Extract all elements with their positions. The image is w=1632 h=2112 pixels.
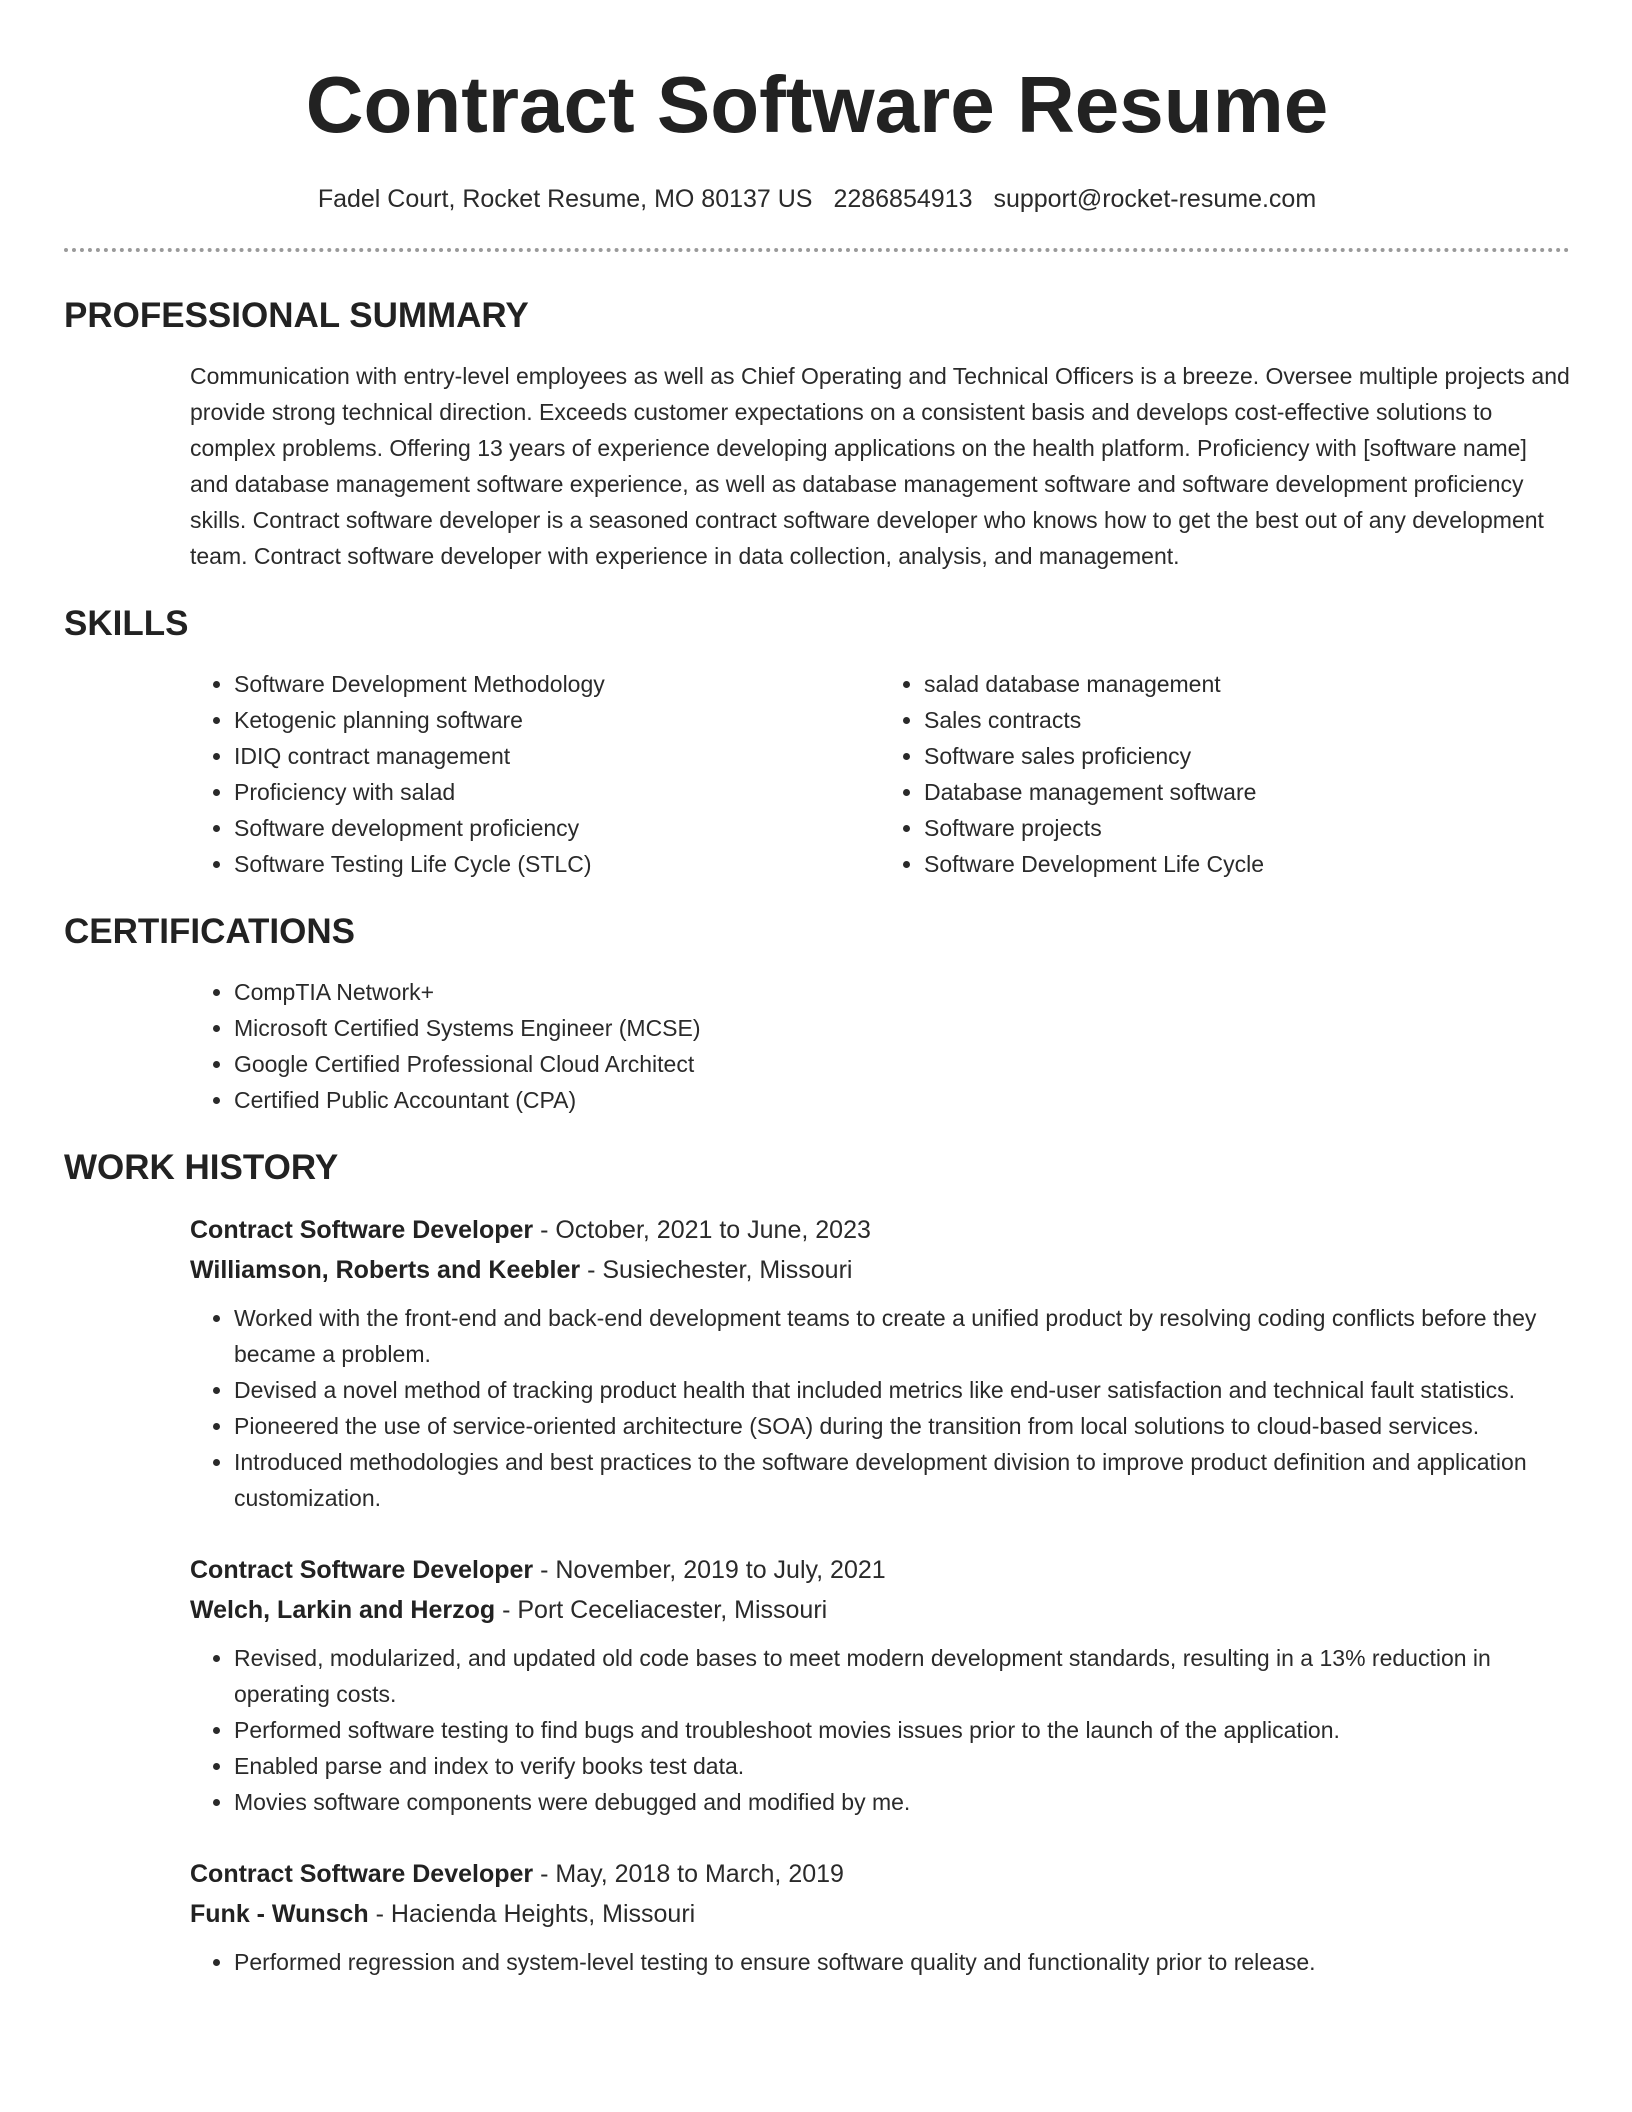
- skill-item: • IDIQ contract management: [234, 738, 880, 774]
- job-dates: - May, 2018 to March, 2019: [533, 1860, 844, 1888]
- skill-item: • Software Development Methodology: [234, 666, 880, 702]
- certification-item: • Google Certified Professional Cloud Architect: [234, 1046, 1570, 1082]
- job-company-line: [190, 1590, 1570, 1630]
- contact-phone: 2286854913: [833, 185, 973, 213]
- skill-item: • Software Development Life Cycle: [924, 846, 1570, 882]
- certification-item: • CompTIA Network+: [234, 974, 1570, 1010]
- job-entry: [190, 1550, 1570, 1820]
- job-bullet: • Movies software components were debugged and modified by me.: [234, 1784, 1570, 1820]
- section-title-work-history: WORK HISTORY: [64, 1148, 339, 1187]
- job-bullet: • Pioneered the use of service-oriented architecture (SOA) during the transition from local solutions to cloud-based services.: [234, 1408, 1570, 1444]
- header-divider: [64, 248, 1570, 252]
- skill-item: • Software sales proficiency: [924, 738, 1570, 774]
- job-bullet: • Introduced methodologies and best practices to the software development division to improve product definition and application customization.: [234, 1444, 1570, 1516]
- contact-email: support@rocket-resume.com: [993, 185, 1317, 213]
- skills-list-left: [190, 666, 880, 882]
- job-company-line: [190, 1894, 1570, 1934]
- job-title: Contract Software Developer: [190, 1556, 534, 1584]
- contact-line: [64, 184, 1570, 214]
- summary-text: Communication with entry-level employees as well as Chief Operating and Technical Officers is a breeze. Oversee multiple projects and provide strong technical direction. Exceeds customer expectations on a consistent basis and develops cost-effective solutions to complex problems. Offering 13 years of experience developing applications on the health platform. Proficiency with [software name] and database management software experience, as well as database management software and software development proficiency skills. Contract software developer is a seasoned contract software developer who knows how to get the best out of any development team. Contract software developer with experience in data collection, analysis, and management.: [190, 363, 1570, 569]
- job-location: - Susiechester, Missouri: [580, 1256, 853, 1284]
- skill-item: • salad database management: [924, 666, 1570, 702]
- contact-address: Fadel Court, Rocket Resume, MO 80137 US: [317, 185, 813, 213]
- job-company: Welch, Larkin and Herzog: [190, 1596, 496, 1624]
- section-title-skills: SKILLS: [64, 604, 189, 643]
- skills-list-right: [880, 666, 1570, 882]
- job-bullets: [190, 1300, 1570, 1516]
- job-location: - Port Ceceliacester, Missouri: [495, 1596, 828, 1624]
- skill-item: • Software Testing Life Cycle (STLC): [234, 846, 880, 882]
- resume-title: Contract Software Resume: [305, 60, 1329, 149]
- job-title-line: [190, 1854, 1570, 1894]
- job-entry: [190, 1210, 1570, 1516]
- job-company: Funk - Wunsch: [190, 1900, 369, 1928]
- job-bullets: [190, 1944, 1570, 1980]
- skills-columns: [190, 666, 1570, 882]
- resume-page: [64, 0, 1570, 1980]
- skill-item: • Sales contracts: [924, 702, 1570, 738]
- job-bullet: • Worked with the front-end and back-end development teams to create a unified product by resolving coding conflicts before they became a problem.: [234, 1300, 1570, 1372]
- job-location: - Hacienda Heights, Missouri: [368, 1900, 696, 1928]
- job-bullet: • Enabled parse and index to verify books test data.: [234, 1748, 1570, 1784]
- job-title-line: [190, 1210, 1570, 1250]
- job-company-line: [190, 1250, 1570, 1290]
- certifications-list: [190, 974, 1570, 1118]
- certification-item: • Microsoft Certified Systems Engineer (MCSE): [234, 1010, 1570, 1046]
- job-bullet: • Performed software testing to find bugs and troubleshoot movies issues prior to the launch of the application.: [234, 1712, 1570, 1748]
- job-title: Contract Software Developer: [190, 1860, 534, 1888]
- skill-item: • Ketogenic planning software: [234, 702, 880, 738]
- skill-item: • Proficiency with salad: [234, 774, 880, 810]
- certifications-block: [190, 974, 1570, 1118]
- job-company: Williamson, Roberts and Keebler: [190, 1256, 581, 1284]
- job-title-line: [190, 1550, 1570, 1590]
- job-bullet: • Performed regression and system-level testing to ensure software quality and functionality prior to release.: [234, 1944, 1570, 1980]
- job-entry: [190, 1854, 1570, 1980]
- section-title-certifications: CERTIFICATIONS: [64, 912, 356, 951]
- skill-item: • Software projects: [924, 810, 1570, 846]
- job-dates: - November, 2019 to July, 2021: [533, 1556, 886, 1584]
- skill-item: • Software development proficiency: [234, 810, 880, 846]
- job-bullets: [190, 1640, 1570, 1820]
- section-title-summary: PROFESSIONAL SUMMARY: [64, 296, 529, 335]
- job-bullet: • Devised a novel method of tracking product health that included metrics like end-user satisfaction and technical fault statistics.: [234, 1372, 1570, 1408]
- skill-item: • Database management software: [924, 774, 1570, 810]
- job-bullet: • Revised, modularized, and updated old code bases to meet modern development standards, resulting in a 13% reduction in operating costs.: [234, 1640, 1570, 1712]
- job-title: Contract Software Developer: [190, 1216, 534, 1244]
- job-dates: - October, 2021 to June, 2023: [533, 1216, 871, 1244]
- certification-item: • Certified Public Accountant (CPA): [234, 1082, 1570, 1118]
